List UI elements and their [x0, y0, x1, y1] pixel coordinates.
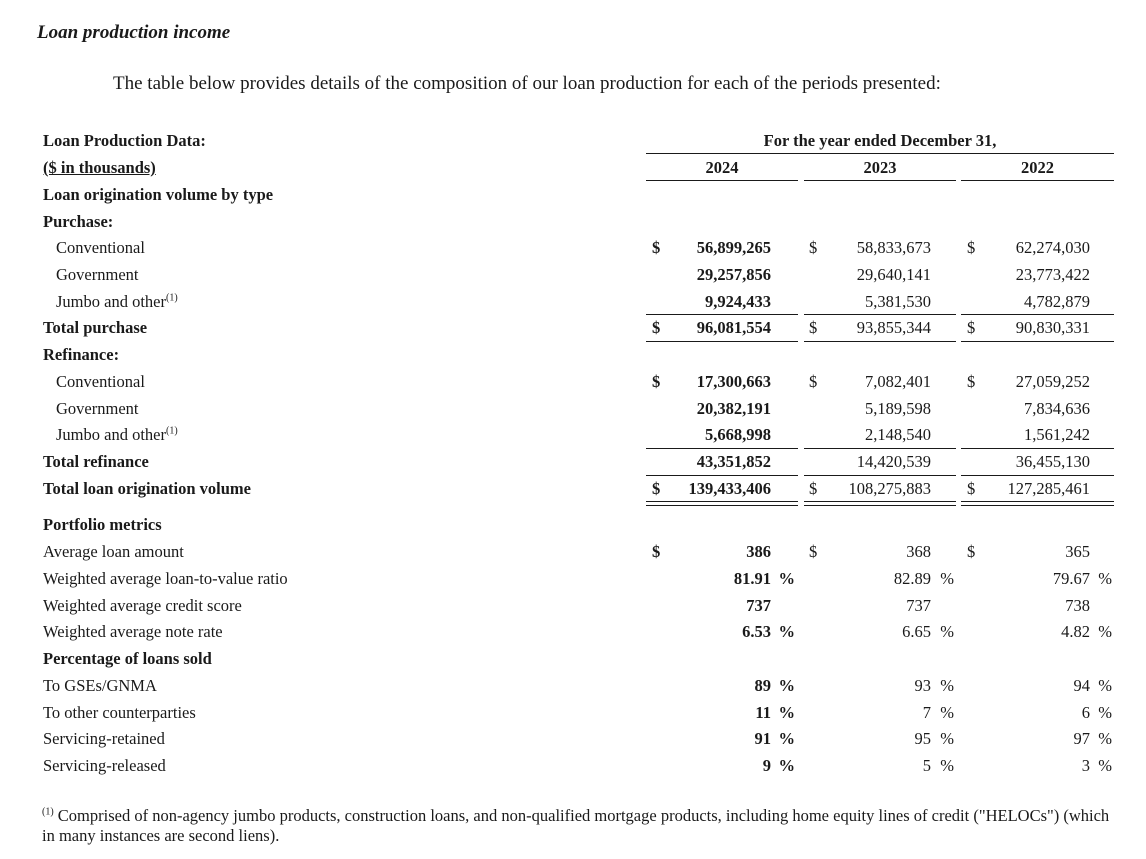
- percent-sign: %: [1098, 703, 1112, 722]
- double-rule: [804, 501, 956, 506]
- table-row: [0, 673, 1146, 699]
- dollar-sign: $: [809, 372, 818, 391]
- value-2023: 14,420,539: [856, 452, 931, 471]
- dollar-sign: $: [809, 479, 818, 498]
- table-row: [0, 566, 1146, 592]
- percent-sign: %: [940, 622, 954, 641]
- row-label: Average loan amount: [43, 542, 184, 561]
- dollar-sign: $: [967, 372, 976, 391]
- value-2024: 737: [746, 596, 771, 615]
- year-2022-header: 2022: [1021, 158, 1054, 177]
- footnote-ref: (1): [165, 425, 178, 437]
- year-rule-2024: [646, 180, 798, 181]
- value-2022: 97: [1073, 729, 1090, 748]
- percent-sign: %: [1098, 622, 1112, 641]
- value-2022: 4,782,879: [1024, 292, 1090, 311]
- section-refinance-label: Refinance:: [43, 345, 120, 364]
- percent-sign: %: [778, 703, 795, 722]
- value-2023: 95: [914, 729, 931, 748]
- intro-paragraph: The table below provides details of the composition of our loan production for each of the periods presented:: [113, 73, 941, 94]
- value-2024: 139,433,406: [688, 479, 771, 498]
- table-row: [0, 619, 1146, 645]
- value-2022: 36,455,130: [1015, 452, 1090, 471]
- row-label: Weighted average credit score: [43, 596, 242, 615]
- dollar-sign: $: [652, 542, 661, 561]
- value-2022: 23,773,422: [1015, 265, 1090, 284]
- value-2022: 738: [1065, 596, 1090, 615]
- dollar-sign: $: [652, 372, 661, 391]
- total-row: [0, 449, 1146, 475]
- percent-sign: %: [940, 703, 954, 722]
- value-2023: 93,855,344: [856, 318, 931, 337]
- percent-sign: %: [1098, 729, 1112, 748]
- dollar-sign: $: [809, 238, 818, 257]
- table-row: [0, 593, 1146, 619]
- value-2024: 91: [754, 729, 771, 748]
- year-2023-header: 2023: [863, 158, 897, 177]
- table-row: [0, 700, 1146, 726]
- value-2022: 7,834,636: [1024, 399, 1090, 418]
- percent-sign: %: [778, 676, 795, 695]
- year-rule-2022: [961, 180, 1114, 181]
- table-row: [0, 289, 1146, 315]
- percent-sign: %: [1098, 676, 1112, 695]
- value-2022: 365: [1065, 542, 1090, 561]
- value-2024: 56,899,265: [696, 238, 771, 257]
- footnote-marker: (1): [42, 806, 54, 818]
- section-row: [0, 646, 1146, 672]
- year-2024-header: 2024: [705, 158, 739, 177]
- value-2024: 20,382,191: [696, 399, 771, 418]
- footnote: [42, 806, 1122, 846]
- row-label: Weighted average loan-to-value ratio: [43, 569, 288, 588]
- section-volume-label: Loan origination volume by type: [43, 185, 274, 204]
- percent-sign: %: [778, 756, 795, 775]
- double-rule: [961, 501, 1114, 506]
- section-heading: Loan production income: [37, 22, 231, 43]
- percent-sign: %: [940, 569, 954, 588]
- row-label: Servicing-released: [43, 756, 166, 775]
- value-2023: 93: [914, 676, 931, 695]
- value-2023: 7,082,401: [865, 372, 931, 391]
- value-2022: 3: [1081, 756, 1090, 775]
- section-purchase-label: Purchase:: [43, 212, 114, 231]
- row-label: Weighted average note rate: [43, 622, 223, 641]
- value-2023: 6.65: [902, 622, 931, 641]
- dollar-sign: $: [967, 238, 976, 257]
- value-2022: 4.82: [1061, 622, 1090, 641]
- dollar-sign: $: [967, 318, 976, 337]
- table-header-row-2: [0, 155, 1146, 181]
- percent-sign: %: [778, 729, 795, 748]
- value-2024: 29,257,856: [696, 265, 771, 284]
- value-2022: 127,285,461: [1007, 479, 1090, 498]
- dollar-sign: $: [809, 542, 818, 561]
- value-2024: 9: [762, 756, 771, 775]
- footnote-ref: (1): [165, 292, 178, 304]
- value-2022: 1,561,242: [1024, 425, 1090, 444]
- percent-sign: %: [778, 622, 795, 641]
- row-label: Government: [56, 265, 139, 284]
- grand-total-row: [0, 476, 1146, 502]
- percent-sign: %: [1098, 756, 1112, 775]
- value-2024: 96,081,554: [696, 318, 771, 337]
- dollar-sign: $: [652, 479, 661, 498]
- row-label: Government: [56, 399, 139, 418]
- row-label-text: Jumbo and other: [56, 425, 166, 444]
- row-label: [56, 289, 178, 315]
- percent-sign: %: [778, 569, 795, 588]
- value-2024: 43,351,852: [696, 452, 771, 471]
- double-rule: [646, 501, 798, 506]
- value-2023: 5: [922, 756, 931, 775]
- units-label: ($ in thousands): [43, 158, 156, 177]
- row-label: Total refinance: [43, 452, 149, 471]
- footnote-text: Comprised of non-agency jumbo products, construction loans, and non-qualified mortgage products, including home equity lines of credit ("HELOCs") (which in many instances are second liens).: [42, 806, 1110, 845]
- total-row: [0, 315, 1146, 341]
- value-2024: 89: [754, 676, 771, 695]
- section-row: [0, 209, 1146, 235]
- value-2024: 6.53: [742, 622, 771, 641]
- dollar-sign: $: [809, 318, 818, 337]
- section-row: [0, 512, 1146, 538]
- value-2022: 94: [1073, 676, 1090, 695]
- table-row: [0, 262, 1146, 288]
- table-row: [0, 422, 1146, 448]
- value-2023: 82.89: [893, 569, 931, 588]
- percent-sign: %: [940, 729, 954, 748]
- period-header: For the year ended December 31,: [763, 131, 997, 150]
- value-2023: 108,275,883: [848, 479, 931, 498]
- period-header-rule: [646, 153, 1114, 154]
- value-2024: 9,924,433: [705, 292, 771, 311]
- row-label: Conventional: [56, 238, 145, 257]
- row-label: To GSEs/GNMA: [43, 676, 157, 695]
- value-2024: 81.91: [733, 569, 771, 588]
- value-2024: 386: [746, 542, 771, 561]
- table-title: Loan Production Data:: [43, 131, 206, 150]
- row-label: [56, 422, 178, 448]
- row-label: Servicing-retained: [43, 729, 165, 748]
- value-2023: 368: [906, 542, 931, 561]
- section-row: [0, 342, 1146, 368]
- value-2023: 5,381,530: [865, 292, 931, 311]
- table-row: [0, 726, 1146, 752]
- value-2023: 737: [906, 596, 931, 615]
- value-2023: 7: [922, 703, 931, 722]
- value-2024: 11: [755, 703, 771, 722]
- row-label: Total purchase: [43, 318, 148, 337]
- row-label: To other counterparties: [43, 703, 196, 722]
- value-2023: 58,833,673: [856, 238, 931, 257]
- percent-sign: %: [1098, 569, 1112, 588]
- dollar-sign: $: [967, 479, 976, 498]
- value-2022: 62,274,030: [1015, 238, 1090, 257]
- section-sold-label: Percentage of loans sold: [43, 649, 212, 668]
- dollar-sign: $: [652, 318, 661, 337]
- value-2022: 79.67: [1052, 569, 1090, 588]
- value-2022: 6: [1081, 703, 1090, 722]
- table-header-row-1: [0, 128, 1146, 154]
- row-label: Total loan origination volume: [43, 479, 251, 498]
- table-row: [0, 396, 1146, 422]
- section-portfolio-label: Portfolio metrics: [43, 515, 162, 534]
- row-label-text: Jumbo and other: [56, 292, 166, 311]
- value-2022: 27,059,252: [1015, 372, 1090, 391]
- dollar-sign: $: [652, 238, 661, 257]
- value-2023: 2,148,540: [865, 425, 931, 444]
- row-label: Conventional: [56, 372, 145, 391]
- value-2024: 17,300,663: [696, 372, 771, 391]
- value-2024: 5,668,998: [705, 425, 771, 444]
- value-2023: 5,189,598: [865, 399, 931, 418]
- percent-sign: %: [940, 756, 954, 775]
- table-row: [0, 753, 1146, 779]
- table-row: [0, 369, 1146, 395]
- section-row: [0, 182, 1146, 208]
- table-row: [0, 235, 1146, 261]
- table-row: [0, 539, 1146, 565]
- percent-sign: %: [940, 676, 954, 695]
- year-rule-2023: [804, 180, 956, 181]
- value-2023: 29,640,141: [856, 265, 931, 284]
- dollar-sign: $: [967, 542, 976, 561]
- value-2022: 90,830,331: [1015, 318, 1090, 337]
